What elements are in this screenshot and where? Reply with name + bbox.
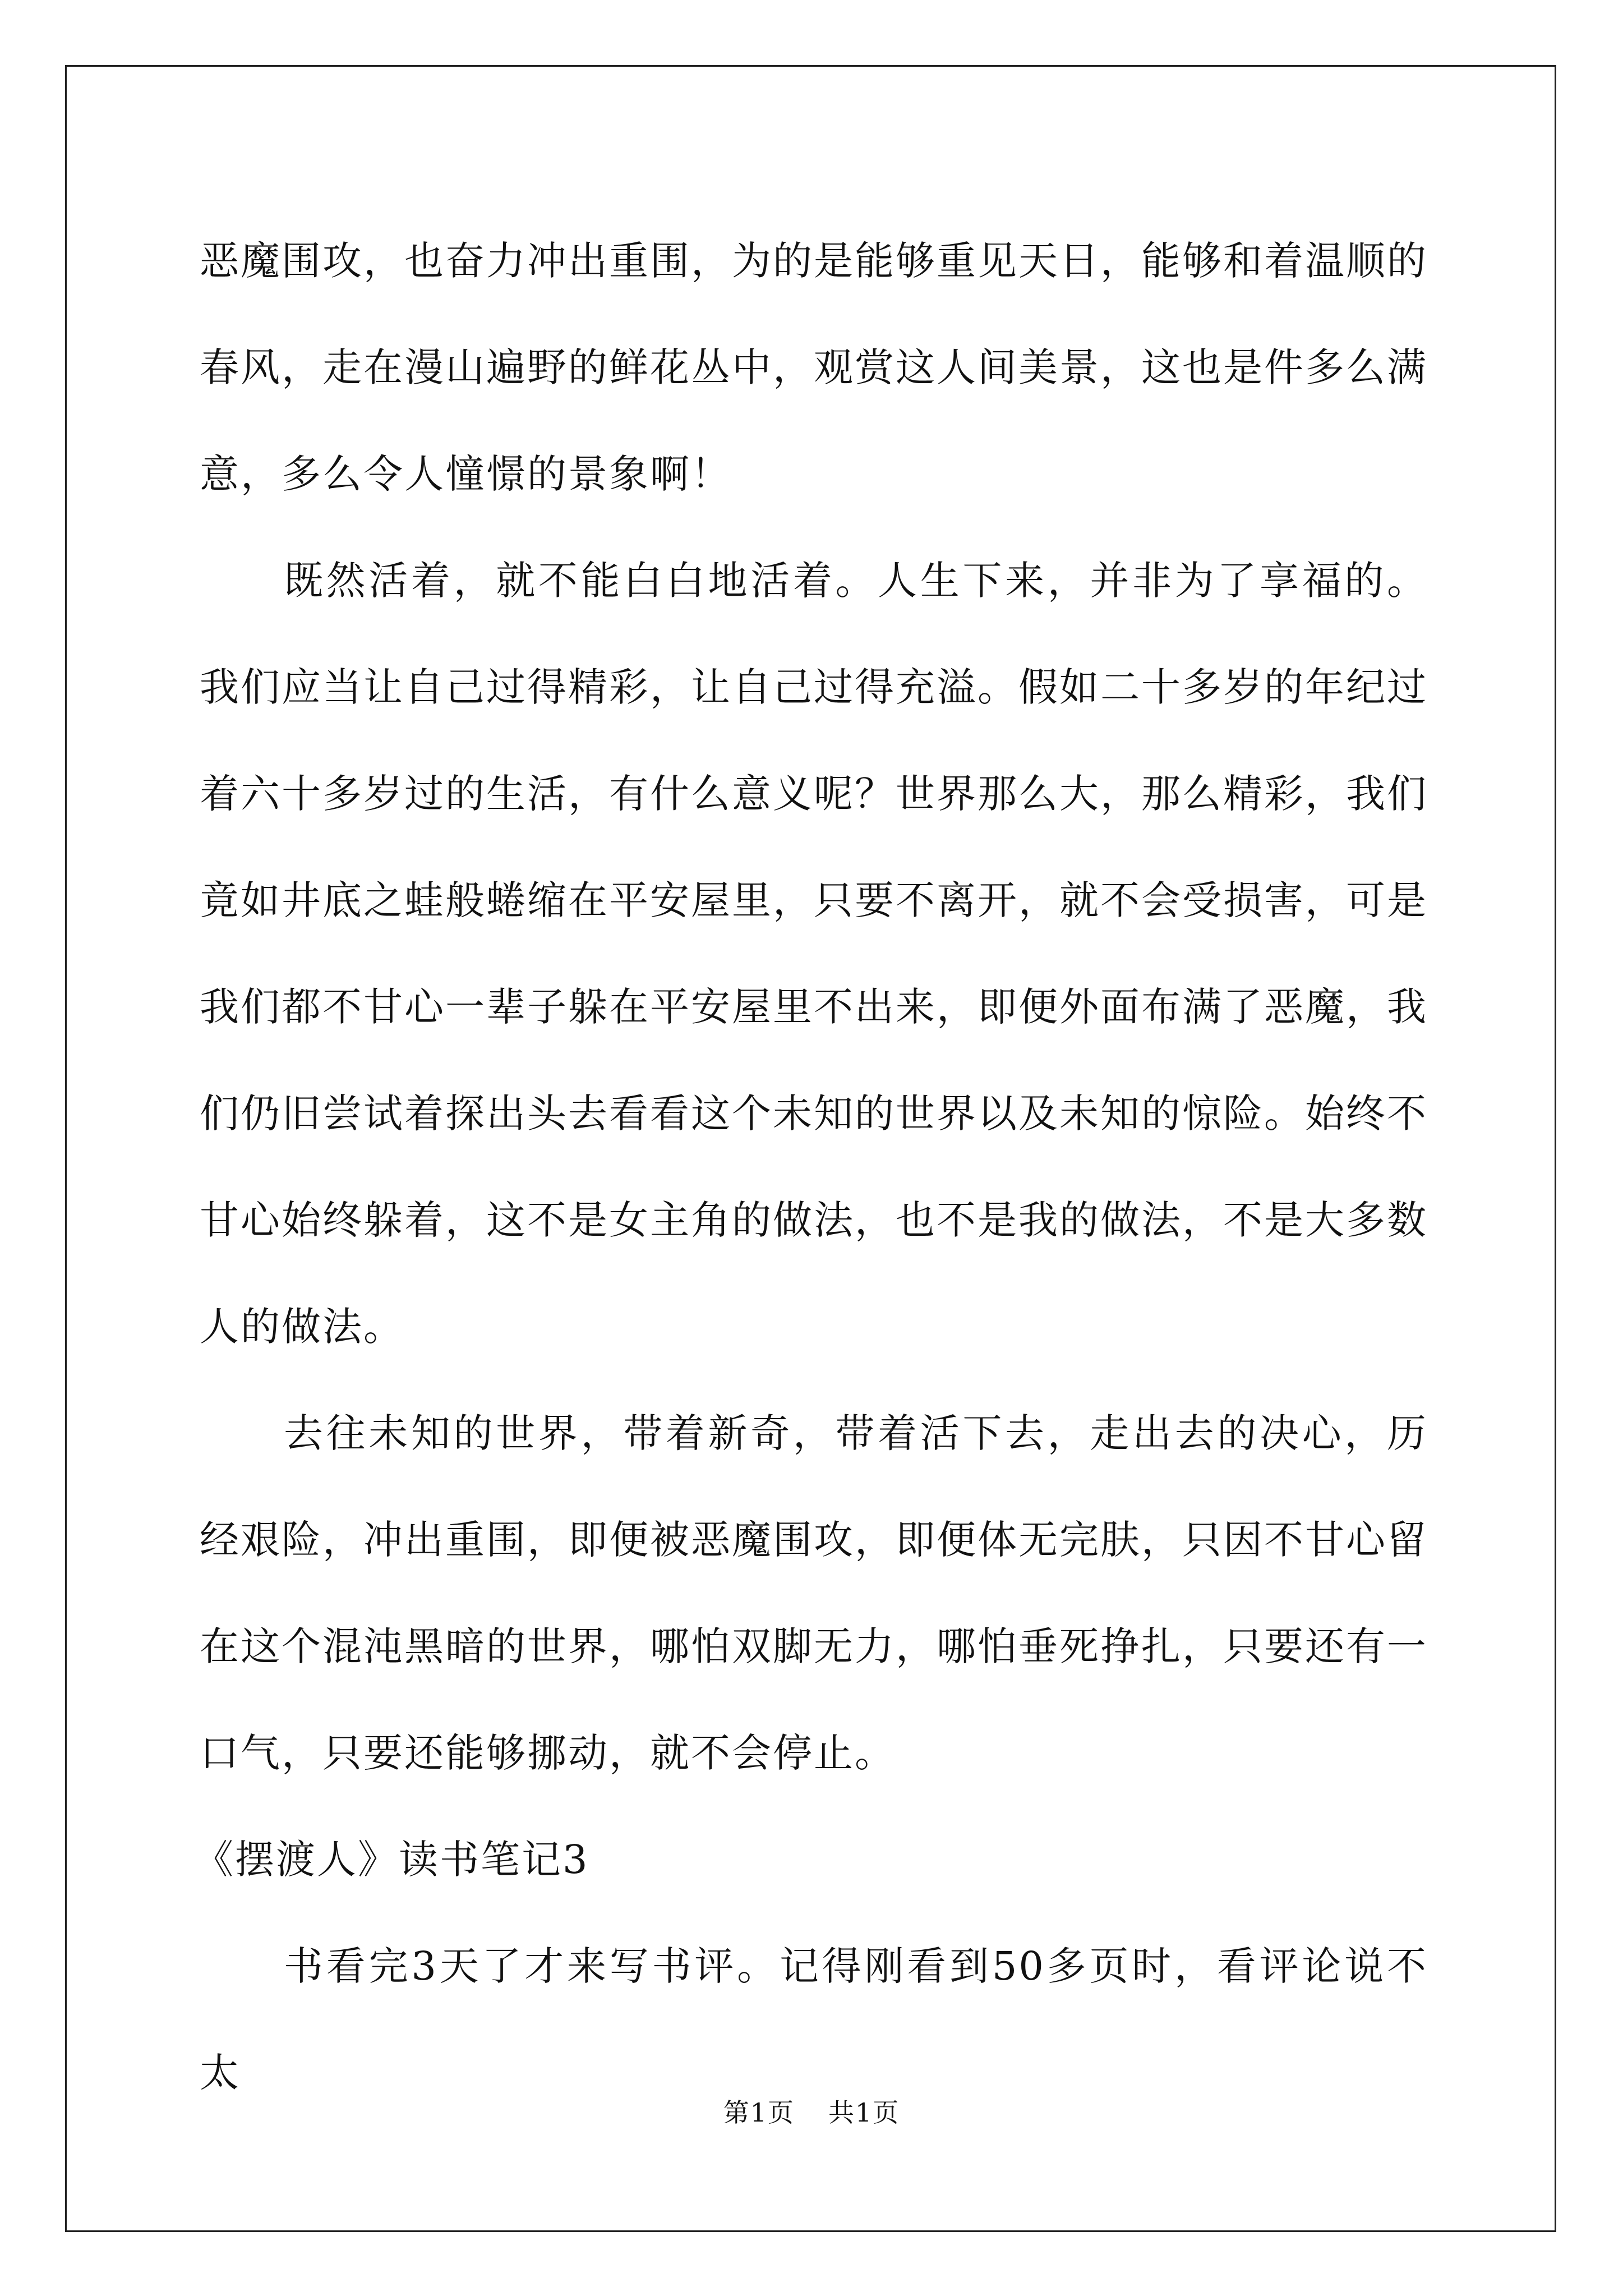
paragraph-2: 既然活着，就不能白白地活着。人生下来，并非为了享福的。我们应当让自己过得精彩，让自己过得充溢。假如二十多岁的年纪过着六十多岁过的生活，有什么意义呢？世界那么大，那么精彩，我们竟如井底之蛙般蜷缩在平安屋里，只要不离开，就不会受损害，可是我们都不甘心一辈子躲在平安屋里不出来，即便外面布满了恶魔，我们仍旧尝试着探出头去看看这个未知的世界以及未知的惊险。始终不甘心始终躲着，这不是女主角的做法，也不是我的做法，不是大多数人的做法。 [200,558,1428,1350]
paragraph-1: 恶魔围攻，也奋力冲出重围，为的是能够重见天日，能够和着温顺的春风，走在漫山遍野的鲜花丛中，观赏这人间美景，这也是件多么满意，多么令人憧憬的景象啊！ [200,238,1428,497]
section-heading: 《摆渡人》读书笔记3 [194,1837,589,1883]
paragraph-3: 去往未知的世界，带着新奇，带着活下去，走出去的决心，历经艰险，冲出重围，即便被恶魔围攻，即便体无完肤，只因不甘心留在这个混沌黑暗的世界，哪怕双脚无力，哪怕垂死挣扎，只要还有一口气，只要还能够挪动，就不会停止。 [200,1410,1428,1776]
page-number: 第1页 [723,2097,795,2128]
page-total: 共1页 [828,2097,900,2128]
document-body [194,208,1428,2126]
page-footer [0,2092,1623,2129]
paragraph-4: 书看完3天了才来写书评。记得刚看到50多页时，看评论说不太 [200,1943,1428,2096]
